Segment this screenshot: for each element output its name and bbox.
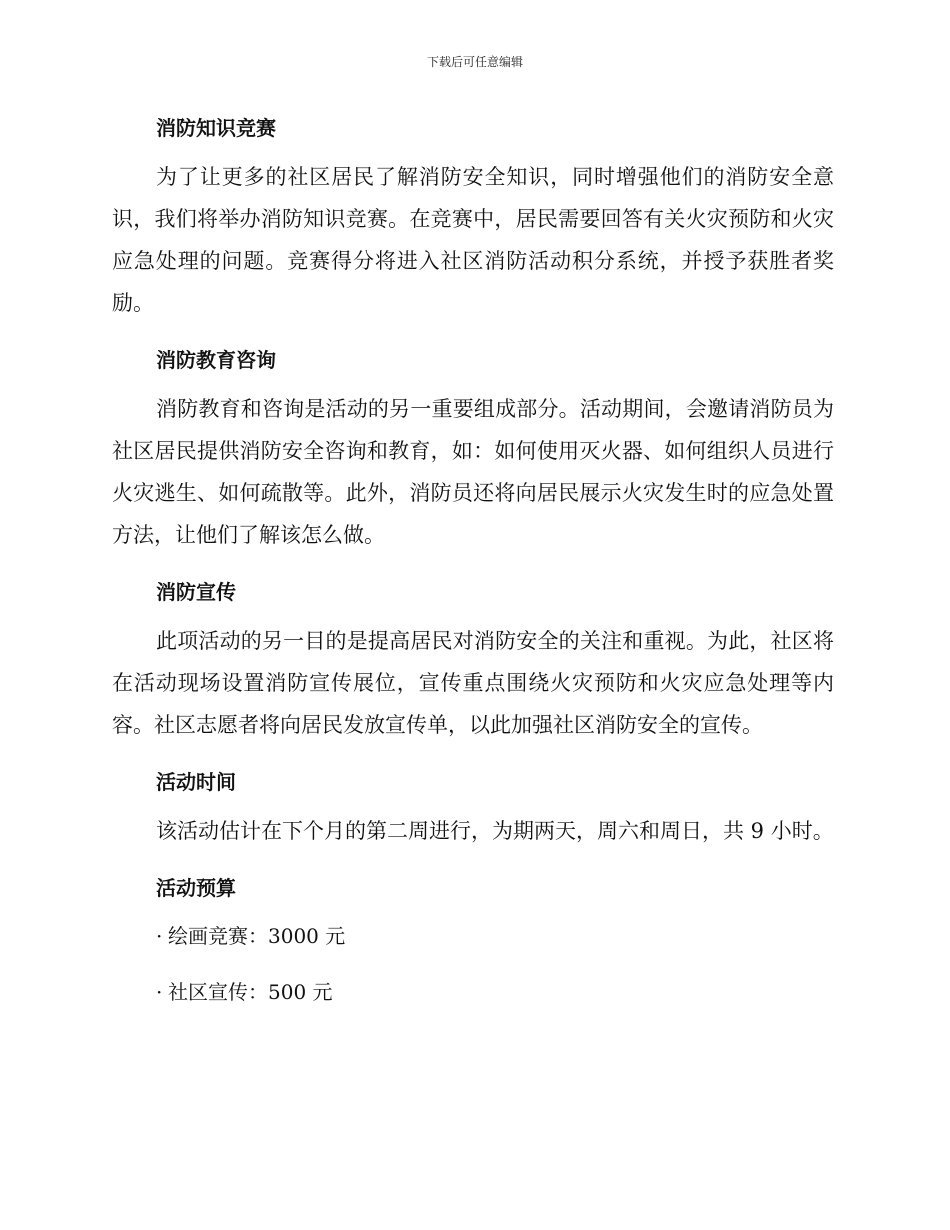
section-activity-time [112,762,834,852]
bullet-dot-icon: · [156,980,163,1004]
section-heading: 消防知识竞赛 [156,116,276,140]
section-heading: 消防宣传 [156,580,236,604]
section-fire-education-consulting [112,340,834,556]
budget-item [112,916,834,956]
document-body [112,108,834,1028]
section-heading: 消防教育咨询 [156,348,276,372]
budget-item [112,972,834,1012]
section-paragraph: 为了让更多的社区居民了解消防安全知识，同时增强他们的消防安全意识，我们将举办消防知识竞赛。在竞赛中，居民需要回答有关火灾预防和火灾应急处理的问题。竞赛得分将进入社区消防活动积分系统，并授予获胜者奖励。 [112,165,834,315]
section-heading: 活动时间 [156,770,236,794]
budget-item-text: 绘画竞赛：3000 元 [168,924,346,948]
header-note: 下载后可任意编辑 [426,55,523,69]
section-paragraph: 此项活动的另一目的是提高居民对消防安全的关注和重视。为此，社区将在活动现场设置消防宣传展位，宣传重点围绕火灾预防和火灾应急处理等内容。社区志愿者将向居民发放宣传单，以此加强社区消防安全的宣传。 [112,629,834,737]
section-heading: 活动预算 [156,876,236,900]
section-paragraph: 消防教育和咨询是活动的另一重要组成部分。活动期间，会邀请消防员为社区居民提供消防安全咨询和教育，如：如何使用灭火器、如何组织人员进行火灾逃生、如何疏散等。此外，消防员还将向居民展示火灾发生时的应急处置方法，让他们了解该怎么做。 [112,397,834,547]
section-activity-budget [112,868,834,1012]
section-fire-knowledge-contest [112,108,834,324]
section-fire-publicity [112,572,834,746]
budget-item-text: 社区宣传：500 元 [168,980,333,1004]
bullet-dot-icon: · [156,924,163,948]
section-paragraph: 该活动估计在下个月的第二周进行，为期两天，周六和周日，共 9 小时。 [156,819,834,843]
